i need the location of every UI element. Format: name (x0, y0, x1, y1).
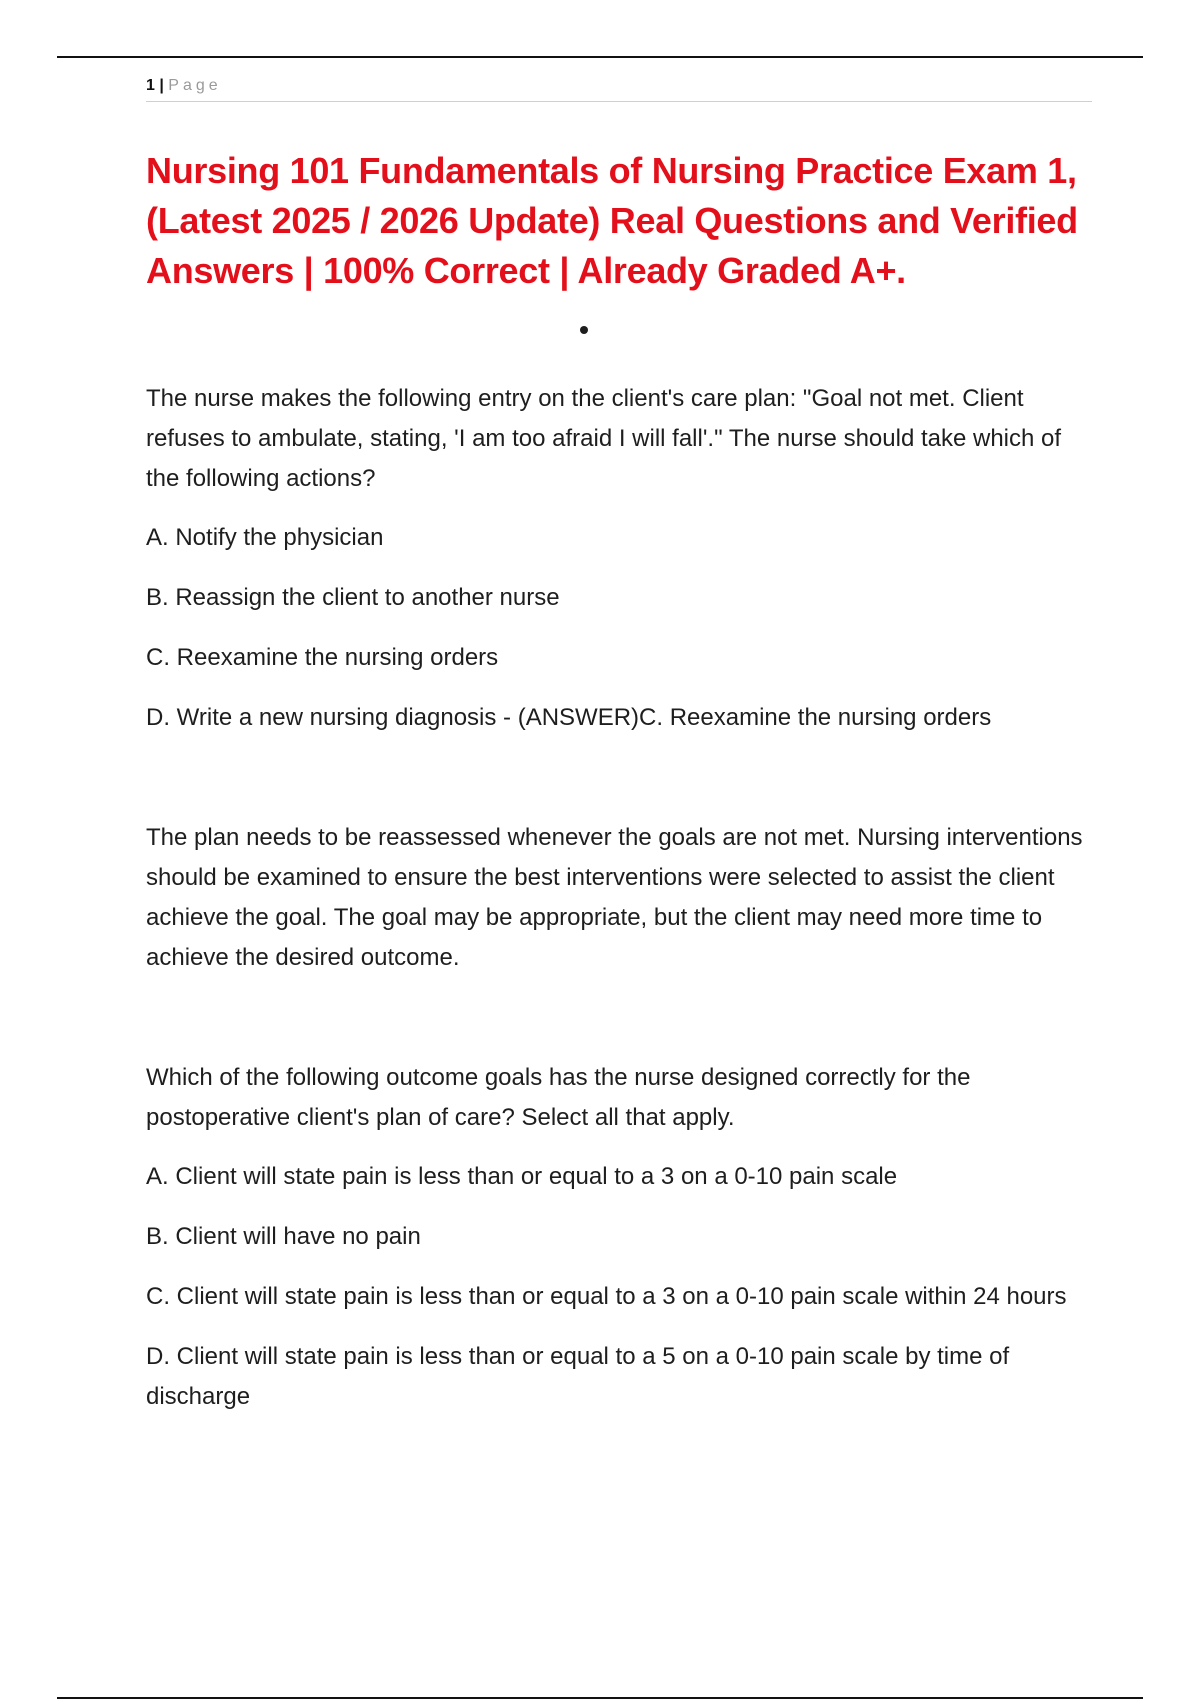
page-number: 1 (146, 77, 155, 94)
document-title: Nursing 101 Fundamentals of Nursing Practice Exam 1, (Latest 2025 / 2026 Update) Real Questions and Verified Answers | 100% Correct | Already Graded A+. (146, 150, 1078, 291)
bottom-rule (57, 1697, 1143, 1699)
question-2-stem: Which of the following outcome goals has the nurse designed correctly for the postoperative client's plan of care? Select all that apply. (146, 1064, 971, 1131)
question-2-option-a: A. Client will state pain is less than or equal to a 3 on a 0-10 pain scale (146, 1163, 898, 1190)
page-header (146, 75, 1092, 102)
question-1-option-c: C. Reexamine the nursing orders (146, 644, 499, 671)
page-label: Page (168, 77, 222, 94)
question-1-option-a: A. Notify the physician (146, 524, 384, 551)
question-2-option-c: C. Client will state pain is less than or equal to a 3 on a 0-10 pain scale within 24 hours (146, 1283, 1067, 1310)
document-body (146, 379, 1096, 1417)
page-separator: | (159, 77, 164, 94)
spacer (146, 978, 1096, 1058)
question-2-option-d: D. Client will state pain is less than or equal to a 5 on a 0-10 pain scale by time of discharge (146, 1343, 1010, 1410)
question-1-option-b: B. Reassign the client to another nurse (146, 584, 560, 611)
bullet-dot (580, 326, 588, 334)
question-1-stem: The nurse makes the following entry on the client's care plan: "Goal not met. Client refuses to ambulate, stating, 'I am too afraid I will fall'." The nurse should take which of the following actions? (146, 385, 1062, 492)
question-1-rationale: The plan needs to be reassessed whenever the goals are not met. Nursing interventions should be examined to ensure the best interventions were selected to assist the client achieve the goal. The goal may be appropriate, but the client may need more time to achieve the desired outcome. (146, 824, 1083, 971)
top-rule (57, 56, 1143, 58)
question-1-option-d: D. Write a new nursing diagnosis - (ANSWER)C. Reexamine the nursing orders (146, 704, 992, 731)
spacer (146, 738, 1096, 818)
question-2-option-b: B. Client will have no pain (146, 1223, 421, 1250)
